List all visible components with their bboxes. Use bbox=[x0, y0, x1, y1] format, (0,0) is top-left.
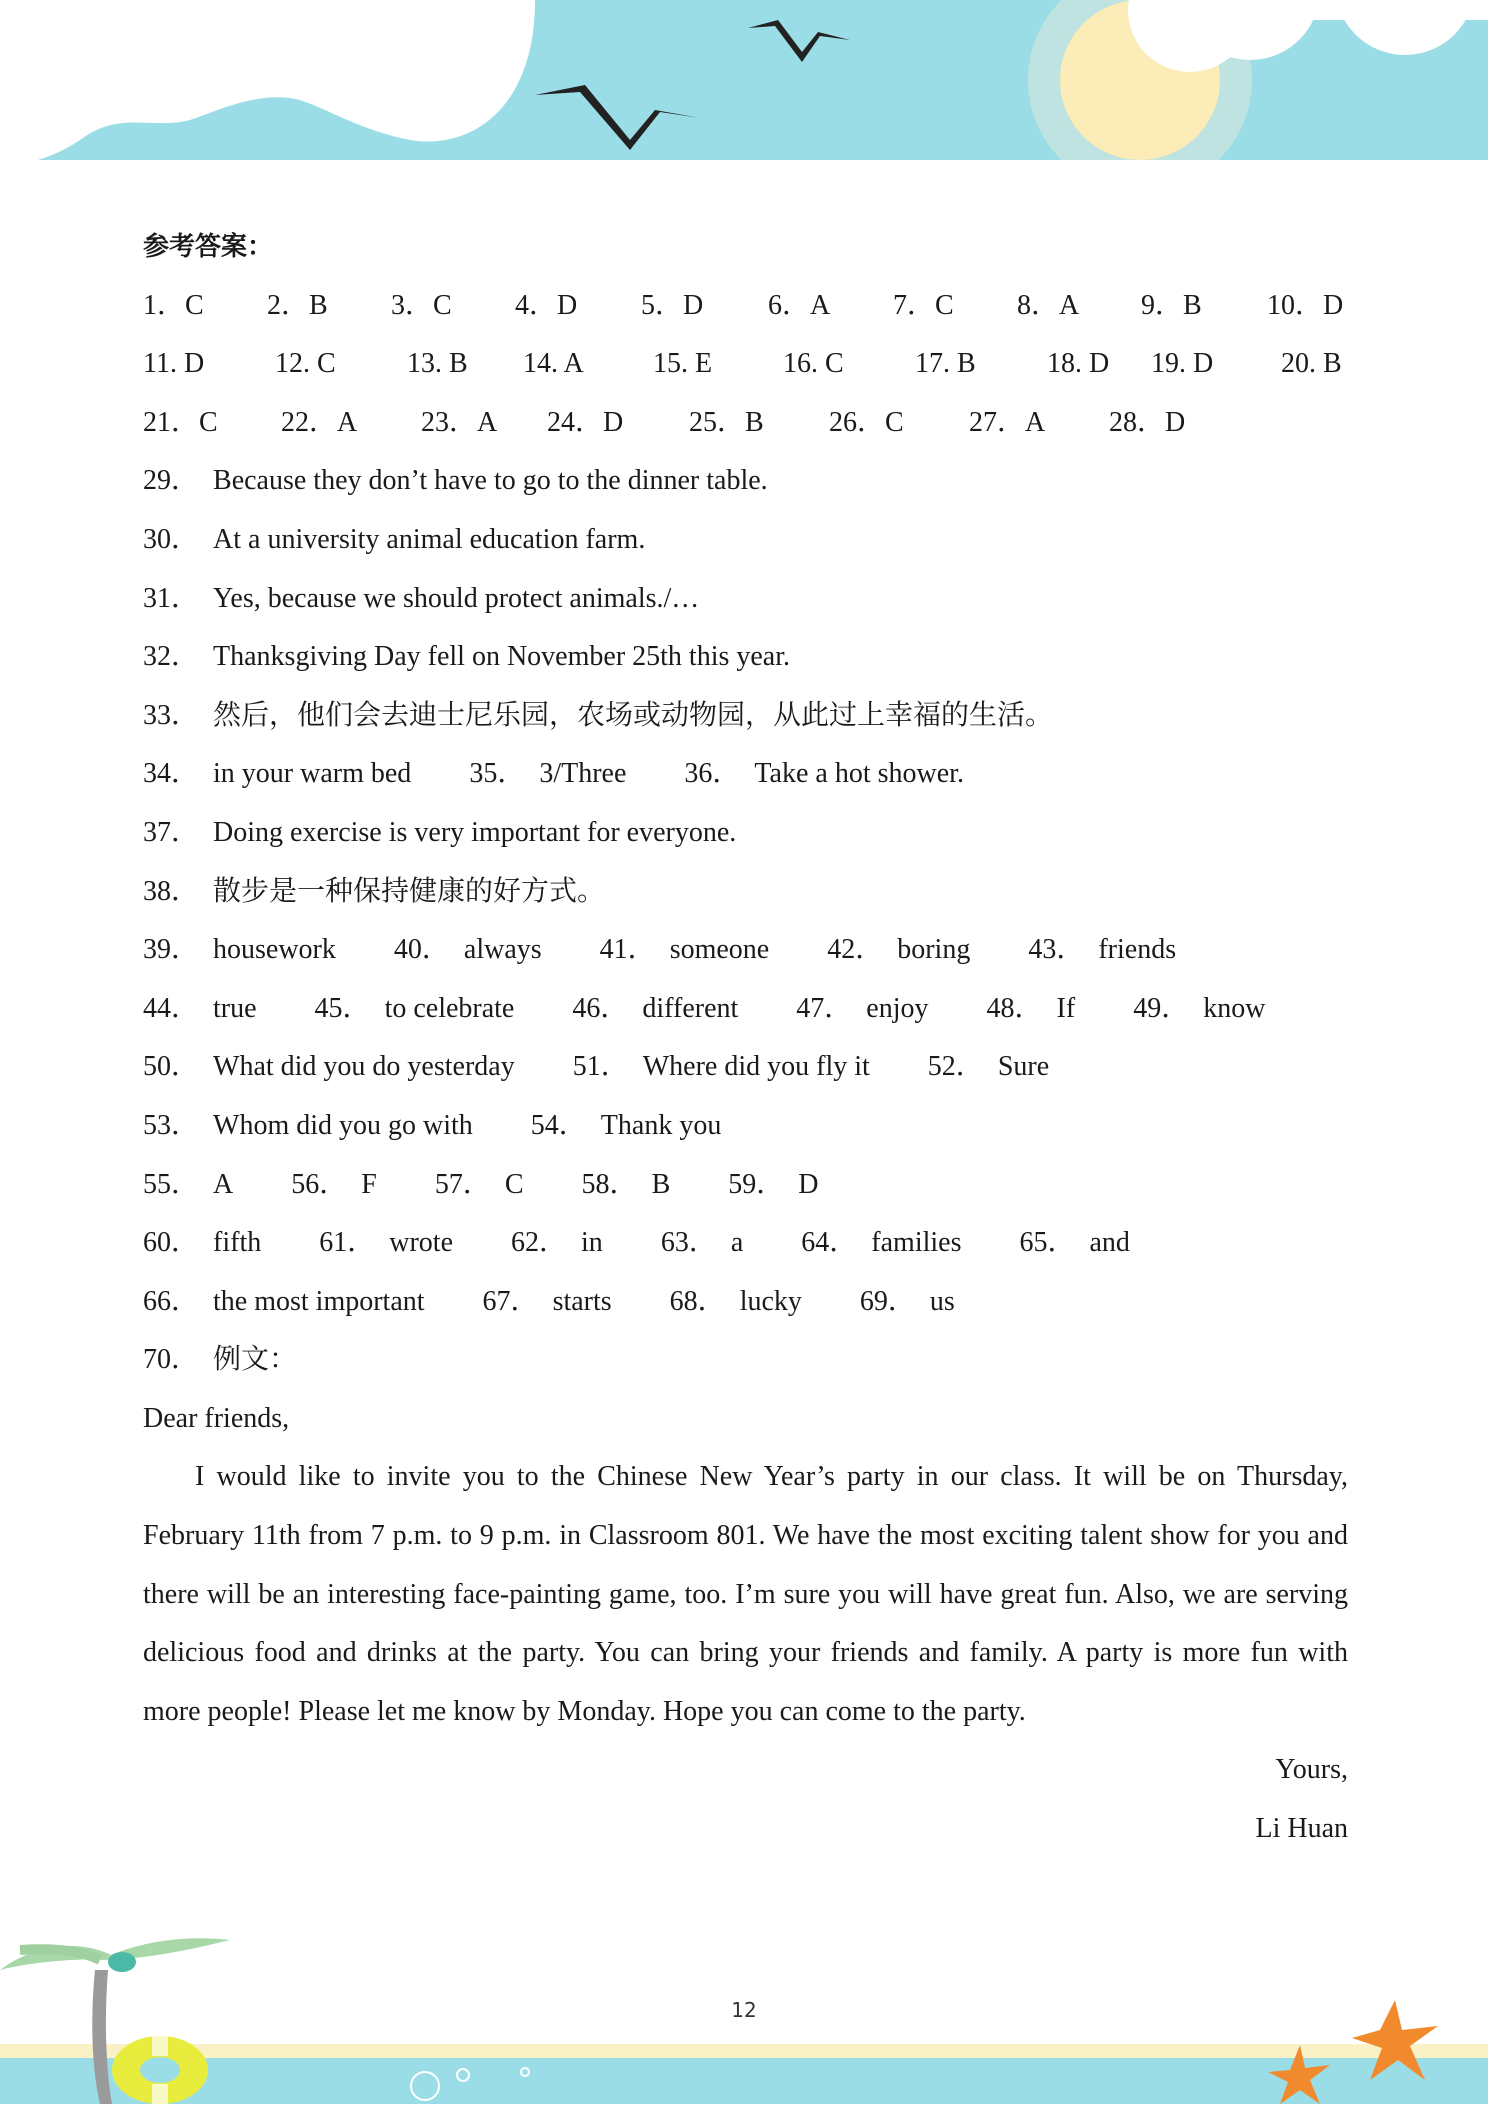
question-number: 61． bbox=[319, 1227, 376, 1259]
answer-line bbox=[143, 921, 1348, 980]
answer-item bbox=[319, 1214, 453, 1273]
answer-item bbox=[661, 1214, 743, 1273]
question-number: 41． bbox=[599, 934, 656, 966]
question-number: 45． bbox=[314, 992, 371, 1024]
answer-item bbox=[394, 921, 542, 980]
answer-line bbox=[143, 1038, 1348, 1097]
mc-answer: 23．A bbox=[421, 406, 498, 438]
answer-lines bbox=[143, 452, 1348, 1390]
mc-answer: 28．D bbox=[1109, 406, 1186, 438]
answer-item bbox=[143, 921, 336, 980]
answer-text: to celebrate bbox=[384, 992, 515, 1024]
mc-answer-row bbox=[143, 277, 1348, 336]
answer-text: 例文： bbox=[213, 1344, 298, 1376]
question-number: 33． bbox=[143, 699, 200, 731]
answer-item bbox=[143, 804, 736, 863]
question-number: 64． bbox=[801, 1227, 858, 1259]
answer-text: and bbox=[1089, 1227, 1130, 1259]
answer-line bbox=[143, 1156, 1348, 1215]
mc-answer: 18. D bbox=[1047, 348, 1110, 380]
mc-answer: 11. D bbox=[143, 348, 205, 380]
mc-answer: 25．B bbox=[689, 406, 764, 438]
question-number: 70． bbox=[143, 1344, 200, 1376]
question-number: 52． bbox=[927, 1051, 984, 1083]
answer-text: lucky bbox=[739, 1285, 802, 1317]
answer-item bbox=[987, 980, 1076, 1039]
answer-text: wrote bbox=[389, 1227, 454, 1259]
question-number: 67． bbox=[482, 1285, 539, 1317]
mc-answer: 1．C bbox=[143, 289, 204, 321]
question-number: 58． bbox=[581, 1168, 638, 1200]
answer-text: Thanksgiving Day fell on November 25th this year. bbox=[213, 641, 791, 673]
answer-item bbox=[143, 1273, 425, 1332]
answer-item bbox=[1133, 980, 1265, 1039]
answer-item bbox=[827, 921, 970, 980]
answer-text: us bbox=[929, 1285, 955, 1317]
answer-item bbox=[511, 1214, 603, 1273]
question-number: 34． bbox=[143, 758, 200, 790]
answer-line bbox=[143, 804, 1348, 863]
answer-line bbox=[143, 863, 1348, 922]
question-number: 31． bbox=[143, 582, 200, 614]
answer-key-heading: 参考答案： bbox=[143, 232, 274, 262]
mc-answer: 8．A bbox=[1017, 289, 1080, 321]
question-number: 51． bbox=[572, 1051, 629, 1083]
answer-item bbox=[801, 1214, 961, 1273]
answer-text: What did you do yesterday bbox=[213, 1051, 515, 1083]
question-number: 53． bbox=[143, 1109, 200, 1141]
mc-answer: 20. B bbox=[1281, 348, 1342, 380]
answer-item bbox=[315, 980, 515, 1039]
answer-text: Sure bbox=[997, 1051, 1050, 1083]
mc-answer: 13. B bbox=[407, 348, 468, 380]
question-number: 36． bbox=[684, 758, 741, 790]
mc-answer: 16. C bbox=[783, 348, 844, 380]
answer-line bbox=[143, 628, 1348, 687]
answer-text: true bbox=[213, 992, 257, 1024]
letter-signature: Li Huan bbox=[1255, 1813, 1348, 1845]
question-number: 43． bbox=[1028, 934, 1085, 966]
mc-answer: 19. D bbox=[1151, 348, 1214, 380]
mc-answer: 4．D bbox=[515, 289, 578, 321]
mc-answer: 22．A bbox=[281, 406, 358, 438]
question-number: 62． bbox=[511, 1227, 568, 1259]
question-number: 29． bbox=[143, 465, 200, 497]
answer-text: Doing exercise is very important for everyone. bbox=[213, 816, 737, 848]
answer-item bbox=[860, 1273, 955, 1332]
answer-text: starts bbox=[552, 1285, 612, 1317]
answer-text: know bbox=[1203, 992, 1266, 1024]
answer-text: in bbox=[581, 1227, 603, 1259]
answer-text: enjoy bbox=[866, 992, 929, 1024]
answer-item bbox=[573, 1038, 870, 1097]
answer-text: 散步是一种保持健康的好方式。 bbox=[213, 875, 606, 907]
answer-line bbox=[143, 1214, 1348, 1273]
question-number: 50． bbox=[143, 1051, 200, 1083]
answer-text: 3/Three bbox=[539, 758, 627, 790]
answer-item bbox=[143, 980, 257, 1039]
answer-item bbox=[143, 511, 645, 570]
answer-text: someone bbox=[669, 934, 770, 966]
mc-answer: 15. E bbox=[653, 348, 713, 380]
question-number: 68． bbox=[669, 1285, 726, 1317]
answer-item bbox=[143, 687, 1053, 746]
mc-answer: 2．B bbox=[267, 289, 328, 321]
answer-text: fifth bbox=[213, 1227, 262, 1259]
mc-answer: 17. B bbox=[915, 348, 976, 380]
question-number: 65． bbox=[1019, 1227, 1076, 1259]
answer-text: F bbox=[361, 1168, 377, 1200]
answer-text: Thank you bbox=[600, 1109, 722, 1141]
question-number: 55． bbox=[143, 1168, 200, 1200]
answer-line bbox=[143, 1273, 1348, 1332]
answer-item bbox=[483, 1273, 612, 1332]
answer-text: B bbox=[651, 1168, 671, 1200]
answer-item bbox=[684, 745, 964, 804]
mc-answer-row bbox=[143, 335, 1348, 394]
answer-text: a bbox=[730, 1227, 744, 1259]
question-number: 48． bbox=[986, 992, 1043, 1024]
question-number: 69． bbox=[859, 1285, 916, 1317]
question-number: 59． bbox=[728, 1168, 785, 1200]
question-number: 49． bbox=[1133, 992, 1190, 1024]
answer-line bbox=[143, 452, 1348, 511]
answer-item bbox=[928, 1038, 1049, 1097]
question-number: 32． bbox=[143, 641, 200, 673]
question-number: 57． bbox=[434, 1168, 491, 1200]
mc-answer: 26．C bbox=[829, 406, 904, 438]
answer-item bbox=[435, 1156, 524, 1215]
answer-item bbox=[531, 1097, 722, 1156]
answer-text: C bbox=[504, 1168, 524, 1200]
answer-text: boring bbox=[897, 934, 971, 966]
letter-closing: Yours, bbox=[1275, 1754, 1348, 1786]
answer-item bbox=[291, 1156, 377, 1215]
footer-decoration bbox=[0, 1920, 1488, 2104]
question-number: 44． bbox=[143, 992, 200, 1024]
answer-text: At a university animal education farm. bbox=[213, 523, 646, 555]
mc-answer: 6．A bbox=[768, 289, 831, 321]
answer-item bbox=[796, 980, 928, 1039]
answer-item bbox=[1019, 1214, 1129, 1273]
question-number: 56． bbox=[291, 1168, 348, 1200]
answer-item bbox=[143, 1214, 261, 1273]
question-number: 40． bbox=[393, 934, 450, 966]
answer-line bbox=[143, 511, 1348, 570]
answer-item bbox=[143, 1331, 297, 1390]
answer-item bbox=[572, 980, 738, 1039]
question-number: 42． bbox=[827, 934, 884, 966]
answer-text: Take a hot shower. bbox=[754, 758, 964, 790]
answer-item bbox=[143, 745, 411, 804]
answer-line bbox=[143, 1097, 1348, 1156]
answer-line bbox=[143, 745, 1348, 804]
answer-item bbox=[1028, 921, 1176, 980]
answer-line bbox=[143, 570, 1348, 629]
question-number: 47． bbox=[796, 992, 853, 1024]
answer-text: always bbox=[463, 934, 542, 966]
answer-item bbox=[143, 1156, 233, 1215]
answer-item bbox=[600, 921, 770, 980]
mc-answer: 5．D bbox=[641, 289, 704, 321]
answer-item bbox=[143, 452, 768, 511]
mc-answer: 21．C bbox=[143, 406, 218, 438]
question-number: 46． bbox=[572, 992, 629, 1024]
question-number: 63． bbox=[660, 1227, 717, 1259]
answer-line bbox=[143, 687, 1348, 746]
answer-text: housework bbox=[213, 934, 336, 966]
multiple-choice-answers bbox=[143, 277, 1348, 453]
answer-line bbox=[143, 1331, 1348, 1390]
answer-item bbox=[143, 628, 790, 687]
mc-answer: 9．B bbox=[1141, 289, 1202, 321]
question-number: 39． bbox=[143, 934, 200, 966]
mc-answer: 27．A bbox=[969, 406, 1046, 438]
question-number: 38． bbox=[143, 875, 200, 907]
answer-text: friends bbox=[1098, 934, 1177, 966]
swim-ring-icon bbox=[112, 2036, 208, 2104]
answer-item bbox=[143, 863, 605, 922]
answer-item bbox=[469, 745, 626, 804]
question-number: 30． bbox=[143, 523, 200, 555]
letter-greeting: Dear friends, bbox=[143, 1402, 290, 1434]
answer-text: Where did you fly it bbox=[642, 1051, 870, 1083]
answer-text: D bbox=[798, 1168, 819, 1200]
answer-text: in your warm bed bbox=[213, 758, 412, 790]
answer-text: A bbox=[213, 1168, 234, 1200]
answer-key bbox=[143, 218, 1348, 1859]
answer-item bbox=[143, 1097, 473, 1156]
mc-answer: 3．C bbox=[391, 289, 452, 321]
answer-text: different bbox=[642, 992, 739, 1024]
answer-item bbox=[670, 1273, 802, 1332]
question-number: 35． bbox=[469, 758, 526, 790]
question-number: 66． bbox=[143, 1285, 200, 1317]
mc-answer: 24．D bbox=[547, 406, 624, 438]
mc-answer: 10．D bbox=[1267, 289, 1344, 321]
answer-item bbox=[143, 570, 699, 629]
answer-text: Yes, because we should protect animals./… bbox=[213, 582, 700, 614]
question-number: 54． bbox=[530, 1109, 587, 1141]
answer-text: Because they don’t have to go to the dinner table. bbox=[213, 465, 768, 497]
letter-body: I would like to invite you to the Chinese New Year’s party in our class. It will be on Thursday, February 11th from 7 p.m. to 9 p.m. in Classroom 801. We have the most exciting talent show for you and there will be an interesting face-painting game, too. I’m sure you will have great fun. Also, we are serving delicious food and drinks at the party. You can bring your friends and family. A party is more fun with more people! Please let me know by Monday. Hope you can come to the party. bbox=[143, 1461, 1348, 1727]
question-number: 37． bbox=[143, 816, 200, 848]
mc-answer: 14. A bbox=[523, 348, 584, 380]
question-number: 60． bbox=[143, 1227, 200, 1259]
mc-answer: 7．C bbox=[893, 289, 954, 321]
answer-text: the most important bbox=[213, 1285, 425, 1317]
answer-line bbox=[143, 980, 1348, 1039]
answer-text: 然后，他们会去迪士尼乐园，农场或动物园，从此过上幸福的生活。 bbox=[213, 699, 1054, 731]
mc-answer-row bbox=[143, 394, 1348, 453]
header-decoration bbox=[0, 0, 1488, 170]
mc-answer: 12. C bbox=[275, 348, 336, 380]
page-number: 12 bbox=[731, 1998, 757, 2022]
answer-item bbox=[728, 1156, 818, 1215]
answer-text: families bbox=[871, 1227, 962, 1259]
answer-item bbox=[582, 1156, 671, 1215]
answer-text: Whom did you go with bbox=[213, 1109, 473, 1141]
answer-text: If bbox=[1056, 992, 1076, 1024]
answer-item bbox=[143, 1038, 515, 1097]
